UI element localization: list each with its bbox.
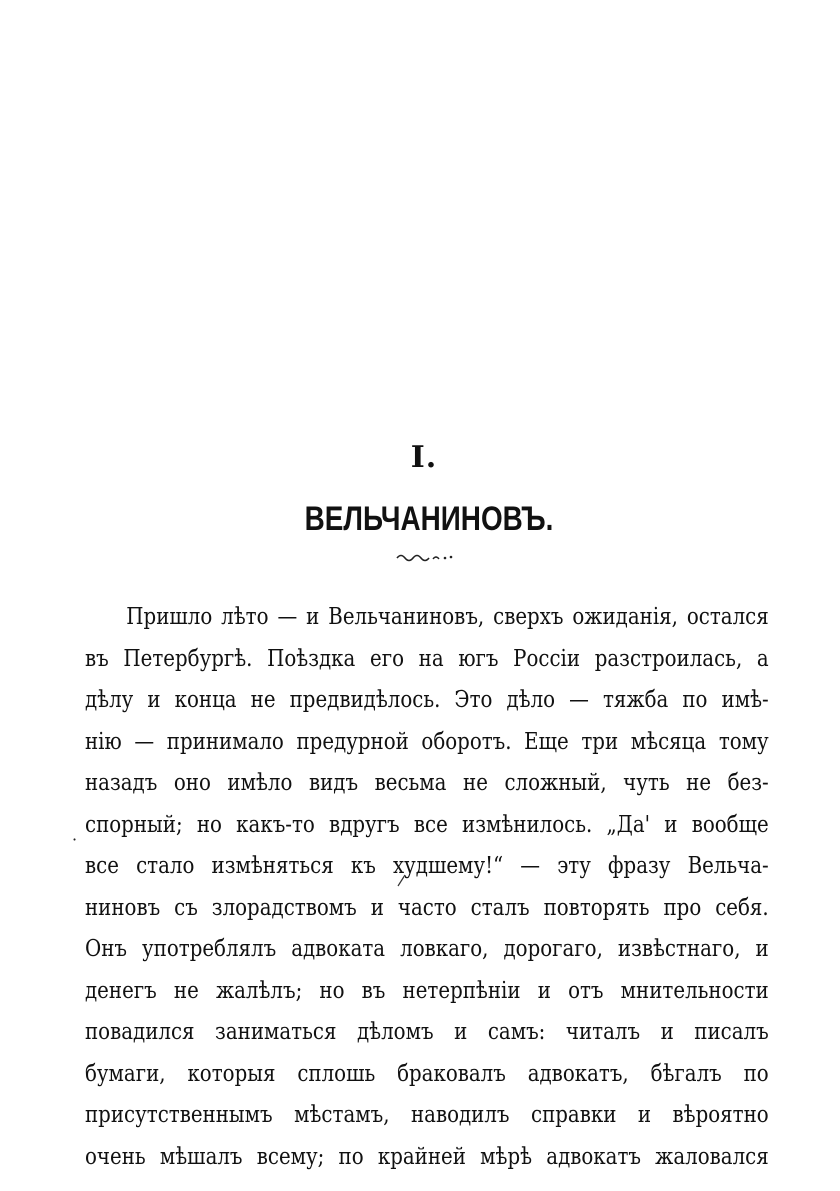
paragraph-line: нію — принимало предурной оборотъ. Еще три мѣсяца тому [85, 728, 769, 755]
paragraph-line: присутственнымъ мѣстамъ, наводилъ справки и вѣроятно [85, 1102, 769, 1128]
paragraph-line: все стало измѣняться къ худшему!“ — эту фразу Вельча- [85, 853, 769, 879]
paragraph-line: Онъ употреблялъ адвоката ловкаго, дорогаго, извѣстнаго, и [85, 936, 769, 962]
paragraph-line: назадъ оно имѣло видъ весьма не сложный, чуть не без- [85, 770, 769, 796]
paragraph [85, 597, 769, 1178]
margin-dot: · [72, 830, 78, 849]
paragraph-line: Пришло лѣто — и Вельчаниновъ, сверхъ ожиданія, остался [126, 604, 769, 630]
chapter-number: I. [410, 440, 438, 475]
paragraph-line: повадился заниматься дѣломъ и самъ: читалъ и писалъ [85, 1019, 769, 1045]
wavy-flourish-ornament-icon [395, 549, 457, 565]
paragraph-line: очень мѣшалъ всему; по крайней мѣрѣ адвокатъ жаловался [85, 1143, 769, 1170]
paragraph-line: спорный; но какъ-то вдругъ все измѣнилось. „Да' и вообще [85, 811, 769, 838]
paragraph-line: бумаги, которыя сплошь браковалъ адвокатъ, бѣгалъ по [85, 1060, 769, 1087]
paragraph-line: въ Петербургѣ. Поѣздка его на югъ Россіи разстроилась, а [85, 645, 769, 672]
paragraph-line: ниновъ съ злорадствомъ и часто сталъ повторять про себя. [85, 894, 769, 921]
paragraph-line: дѣлу и конца не предвидѣлось. Это дѣло — тяжба по имѣ- [85, 687, 769, 713]
chapter-title: ВЕЛЬЧАНИНОВЪ. [304, 500, 554, 538]
paragraph-line: денегъ не жалѣлъ; но въ нетерпѣніи и отъ мнительности [85, 977, 769, 1004]
